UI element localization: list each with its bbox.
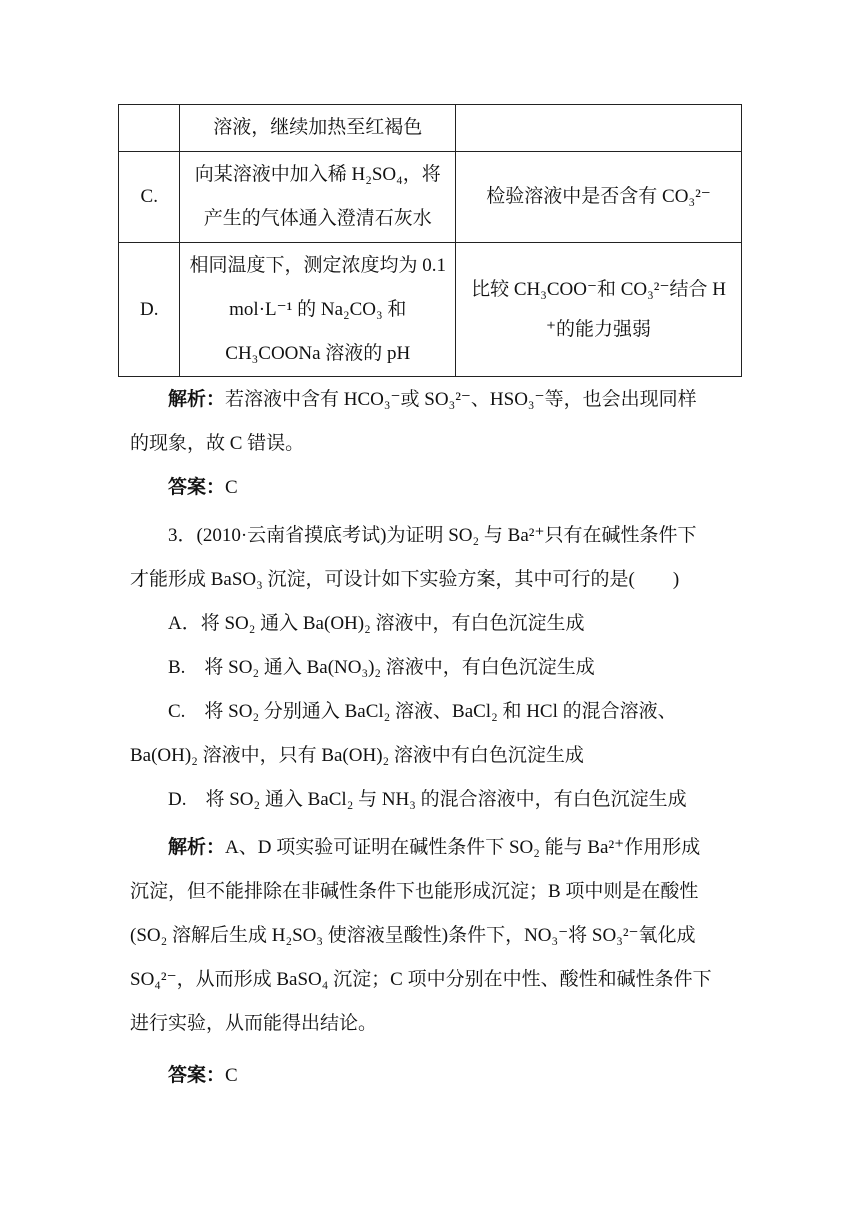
analysis-line: SO₄²⁻，从而形成 BaSO₄ 沉淀；C 项中分别在中性、酸性和碱性条件下	[130, 969, 712, 990]
analysis-line: 解析：A、D 项实验可证明在碱性条件下 SO₂ 能与 Ba²⁺作用形成	[168, 837, 701, 858]
answer-line	[130, 1054, 730, 1098]
purpose-line: ⁺的能力强弱	[546, 318, 652, 340]
analysis-line: 进行实验，从而能得出结论。	[130, 1013, 378, 1034]
operation-line: 相同温度下，测定浓度均为 0.1	[189, 254, 447, 276]
option-label-cell	[119, 105, 180, 152]
purpose-cell	[456, 243, 742, 377]
option-c-continued: Ba(OH)₂ 溶液中，只有 Ba(OH)₂ 溶液中有白色沉淀生成	[130, 745, 584, 766]
operation-line: mol·L⁻¹ 的 Na₂CO₃ 和	[229, 298, 407, 320]
option-b: B. 将 SO₂ 通入 Ba(NO₃)₂ 溶液中，有白色沉淀生成	[168, 657, 595, 678]
analysis-line: 解析：若溶液中含有 HCO₃⁻或 SO₃²⁻、HSO₃⁻等，也会出现同样	[168, 389, 697, 410]
option-label-cell: C.	[119, 152, 180, 243]
operation-cell	[180, 243, 456, 377]
table-row	[119, 152, 742, 243]
question-stem-line: 才能形成 BaSO₃ 沉淀，可设计如下实验方案，其中可行的是( )	[130, 569, 680, 590]
option-label-cell: D.	[119, 243, 180, 377]
operation-line: CH₃COONa 溶液的 pH	[225, 342, 411, 364]
analysis-section-1	[130, 378, 730, 510]
analysis-line: 沉淀，但不能排除在非碱性条件下也能形成沉淀；B 项中则是在酸性	[130, 881, 699, 902]
operation-cell	[180, 152, 456, 243]
operation-line: 向某溶液中加入稀 H₂SO₄，将	[194, 164, 441, 185]
option-d: D. 将 SO₂ 通入 BaCl₂ 与 NH₃ 的混合溶液中，有白色沉淀生成	[168, 789, 687, 810]
operation-line: 产生的气体通入澄清石灰水	[203, 208, 432, 229]
purpose-line: 比较 CH₃COO⁻和 CO₃²⁻结合 H	[471, 278, 726, 300]
answer-value: C	[225, 477, 238, 498]
table-row	[119, 243, 742, 377]
answer-value: C	[225, 1065, 238, 1086]
analysis-label: 解析：	[168, 389, 226, 410]
analysis-line: (SO₂ 溶解后生成 H₂SO₃ 使溶液呈酸性)条件下，NO₃⁻将 SO₃²⁻氧化成	[130, 925, 696, 946]
table-row	[119, 105, 742, 152]
answer-label: 答案：	[168, 1065, 226, 1086]
analysis-line: 的现象，故 C 错误。	[130, 433, 305, 454]
operation-cell: 溶液，继续加热至红褐色	[180, 105, 456, 152]
question-3	[130, 514, 730, 822]
question-stem-line: 3．(2010·云南省摸底考试)为证明 SO₂ 与 Ba²⁺只有在碱性条件下	[168, 525, 697, 546]
purpose-cell: 检验溶液中是否含有 CO₃²⁻	[456, 152, 742, 243]
option-c: C. 将 SO₂ 分别通入 BaCl₂ 溶液、BaCl₂ 和 HCl 的混合溶液、	[168, 701, 677, 722]
answer-label: 答案：	[168, 477, 226, 498]
analysis-label: 解析：	[168, 837, 226, 858]
option-a: A．将 SO₂ 通入 Ba(OH)₂ 溶液中，有白色沉淀生成	[168, 613, 585, 634]
analysis-section-2	[130, 826, 730, 1098]
purpose-cell	[456, 105, 742, 152]
answer-line	[130, 466, 730, 510]
experiment-table	[118, 104, 742, 377]
